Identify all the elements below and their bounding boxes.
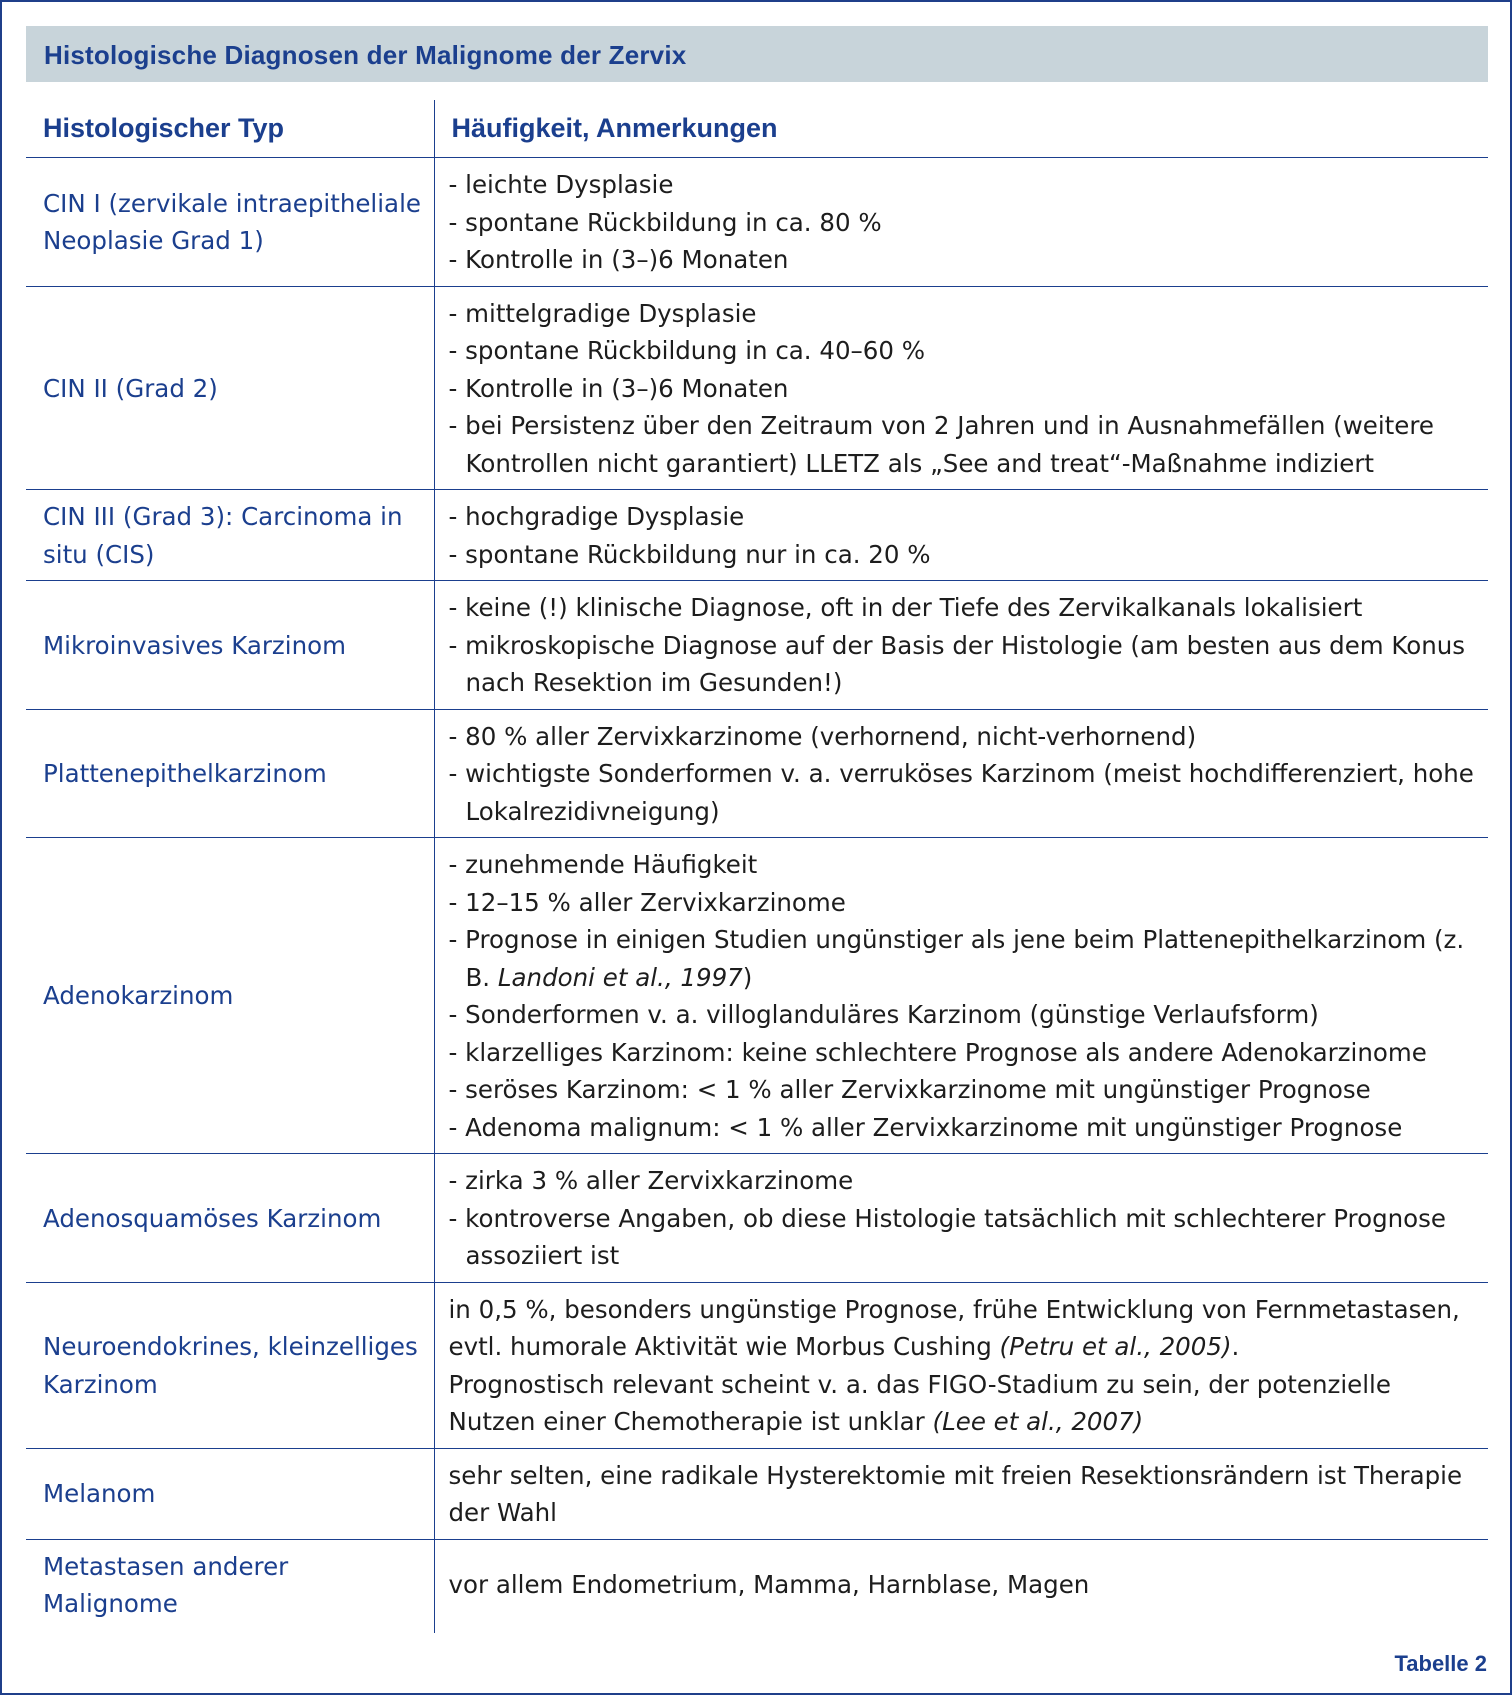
type-cell: Metastasen anderer Malignome: [26, 1539, 434, 1633]
bullet-marker: -: [448, 1166, 458, 1195]
bullet-marker: -: [448, 1037, 458, 1067]
type-cell: Plattenepithelkarzinom: [26, 709, 434, 838]
bullet-marker: -: [448, 887, 458, 917]
notes-cell: [434, 1282, 1488, 1448]
table-title: Histologische Diagnosen der Malignome der Zervix: [44, 40, 687, 70]
bullet-marker: -: [448, 502, 458, 531]
table-row: [26, 838, 1488, 1154]
table-row: [26, 1448, 1488, 1539]
bullet-marker: -: [448, 298, 458, 328]
bullet-marker: -: [448, 245, 458, 274]
note-item: - wichtigste Sonderformen v. a. verruköses Karzinom (meist hochdifferenziert, hohe Lokalrezidivneigung): [448, 759, 1474, 826]
type-cell: Adenokarzinom: [26, 838, 434, 1154]
type-cell: Adenosquamöses Karzinom: [26, 1154, 434, 1283]
bullet-marker: -: [448, 336, 458, 365]
type-cell: CIN II (Grad 2): [26, 286, 434, 490]
table-number-label: Tabelle 2: [1394, 1651, 1487, 1676]
header-histologischer-typ: Histologischer Typ: [26, 100, 434, 158]
note-item: - leichte Dysplasie: [448, 170, 674, 199]
title-bar: [26, 26, 1488, 82]
bullet-marker: -: [448, 411, 458, 440]
note-item: - spontane Rückbildung in ca. 40–60 %: [448, 336, 926, 365]
bullet-marker: -: [448, 593, 458, 622]
bullet-marker: -: [448, 759, 458, 788]
notes-cell: [434, 490, 1488, 581]
note-item: - hochgradige Dysplasie: [448, 502, 745, 531]
table-row: [26, 158, 1488, 287]
bullet-marker: -: [448, 1075, 458, 1104]
note-item: - klarzelliges Karzinom: keine schlechtere Prognose als andere Adenokarzinome: [448, 1037, 1427, 1067]
note-item: - zunehmende Häufigkeit: [448, 850, 758, 879]
bullet-marker: -: [448, 1000, 458, 1029]
citation: Landoni et al., 1997: [497, 962, 743, 992]
notes-cell: [434, 158, 1488, 287]
notes-cell: [434, 581, 1488, 710]
table-row: [26, 581, 1488, 710]
citation: (Petru et al., 2005): [999, 1332, 1232, 1361]
header-haeufigkeit: Häufigkeit, Anmerkungen: [434, 100, 1488, 158]
citation: (Lee et al., 2007): [932, 1407, 1144, 1436]
table-row: [26, 490, 1488, 581]
table-row: [26, 709, 1488, 838]
table-row: [26, 1154, 1488, 1283]
note-item: - Kontrolle in (3–)6 Monaten: [448, 373, 789, 403]
note-paragraph: in 0,5 %, besonders ungünstige Prognose, frühe Entwicklung von Fernmetastasen, evtl. humorale Aktivität wie Morbus Cushing (Petru et al., 2005).: [448, 1294, 1460, 1361]
notes-cell: [434, 838, 1488, 1154]
notes-cell: vor allem Endometrium, Mamma, Harnblase, Magen: [448, 1570, 1090, 1600]
note-item: - bei Persistenz über den Zeitraum von 2 Jahren und in Ausnahmefällen (weitere Kontrollen nicht garantiert) LLETZ als „See and treat“-Maßnahme indiziert: [448, 411, 1434, 478]
notes-cell: sehr selten, eine radikale Hysterektomie mit freien Resektionsrändern ist Therapie der Wahl: [434, 1448, 1488, 1539]
bullet-marker: -: [448, 373, 458, 403]
table-row: [26, 1282, 1488, 1448]
note-item: - mittelgradige Dysplasie: [448, 298, 757, 328]
bullet-marker: -: [448, 630, 458, 660]
header-row: [26, 100, 1488, 158]
note-item: - Prognose in einigen Studien ungünstiger als jene beim Plattenepithelkarzinom (z. B. Landoni et al., 1997): [448, 925, 1465, 992]
bullet-marker: -: [448, 721, 458, 751]
note-item: - keine (!) klinische Diagnose, oft in der Tiefe des Zervikalkanals lokalisiert: [448, 593, 1363, 622]
diagnosis-table: [26, 100, 1488, 1633]
bullet-marker: -: [448, 539, 458, 569]
bullet-marker: -: [448, 1112, 458, 1142]
notes-cell: [434, 709, 1488, 838]
type-cell: CIN I (zervikale intraepitheliale Neoplasie Grad 1): [26, 158, 434, 287]
bullet-marker: -: [448, 850, 458, 879]
bullet-marker: -: [448, 1203, 458, 1233]
note-item: - seröses Karzinom: < 1 % aller Zervixkarzinome mit ungünstiger Prognose: [448, 1075, 1371, 1104]
note-item: - Kontrolle in (3–)6 Monaten: [448, 245, 789, 274]
notes-cell: [434, 286, 1488, 490]
note-item: - spontane Rückbildung in ca. 80 %: [448, 207, 882, 237]
note-item: - Sonderformen v. a. villoglanduläres Karzinom (günstige Verlaufsform): [448, 1000, 1319, 1029]
bullet-marker: -: [448, 170, 458, 199]
note-item: - mikroskopische Diagnose auf der Basis der Histologie (am besten aus dem Konus nach Resektion im Gesunden!): [448, 630, 1466, 697]
note-item: - kontroverse Angaben, ob diese Histologie tatsächlich mit schlechterer Prognose assoziiert ist: [448, 1203, 1446, 1270]
note-item: - zirka 3 % aller Zervixkarzinome: [448, 1166, 854, 1195]
note-paragraph: Prognostisch relevant scheint v. a. das FIGO-Stadium zu sein, der potenzielle Nutzen einer Chemotherapie ist unklar (Lee et al., 2007): [448, 1369, 1391, 1436]
note-item: - Adenoma malignum: < 1 % aller Zervixkarzinome mit ungünstiger Prognose: [448, 1112, 1403, 1142]
table-row: [26, 1539, 1488, 1633]
type-cell: Mikroinvasives Karzinom: [26, 581, 434, 710]
type-cell: CIN III (Grad 3): Carcinoma in situ (CIS): [26, 490, 434, 581]
note-item: - spontane Rückbildung nur in ca. 20 %: [448, 539, 931, 569]
note-item: - 80 % aller Zervixkarzinome (verhornend, nicht-verhornend): [448, 721, 1197, 751]
table-row: [26, 286, 1488, 490]
notes-cell: [434, 1154, 1488, 1283]
bullet-marker: -: [448, 925, 458, 954]
note-item: - 12–15 % aller Zervixkarzinome: [448, 887, 846, 917]
type-cell: Neuroendokrines, kleinzelliges Karzinom: [26, 1282, 434, 1448]
type-cell: Melanom: [26, 1448, 434, 1539]
bullet-marker: -: [448, 207, 458, 237]
